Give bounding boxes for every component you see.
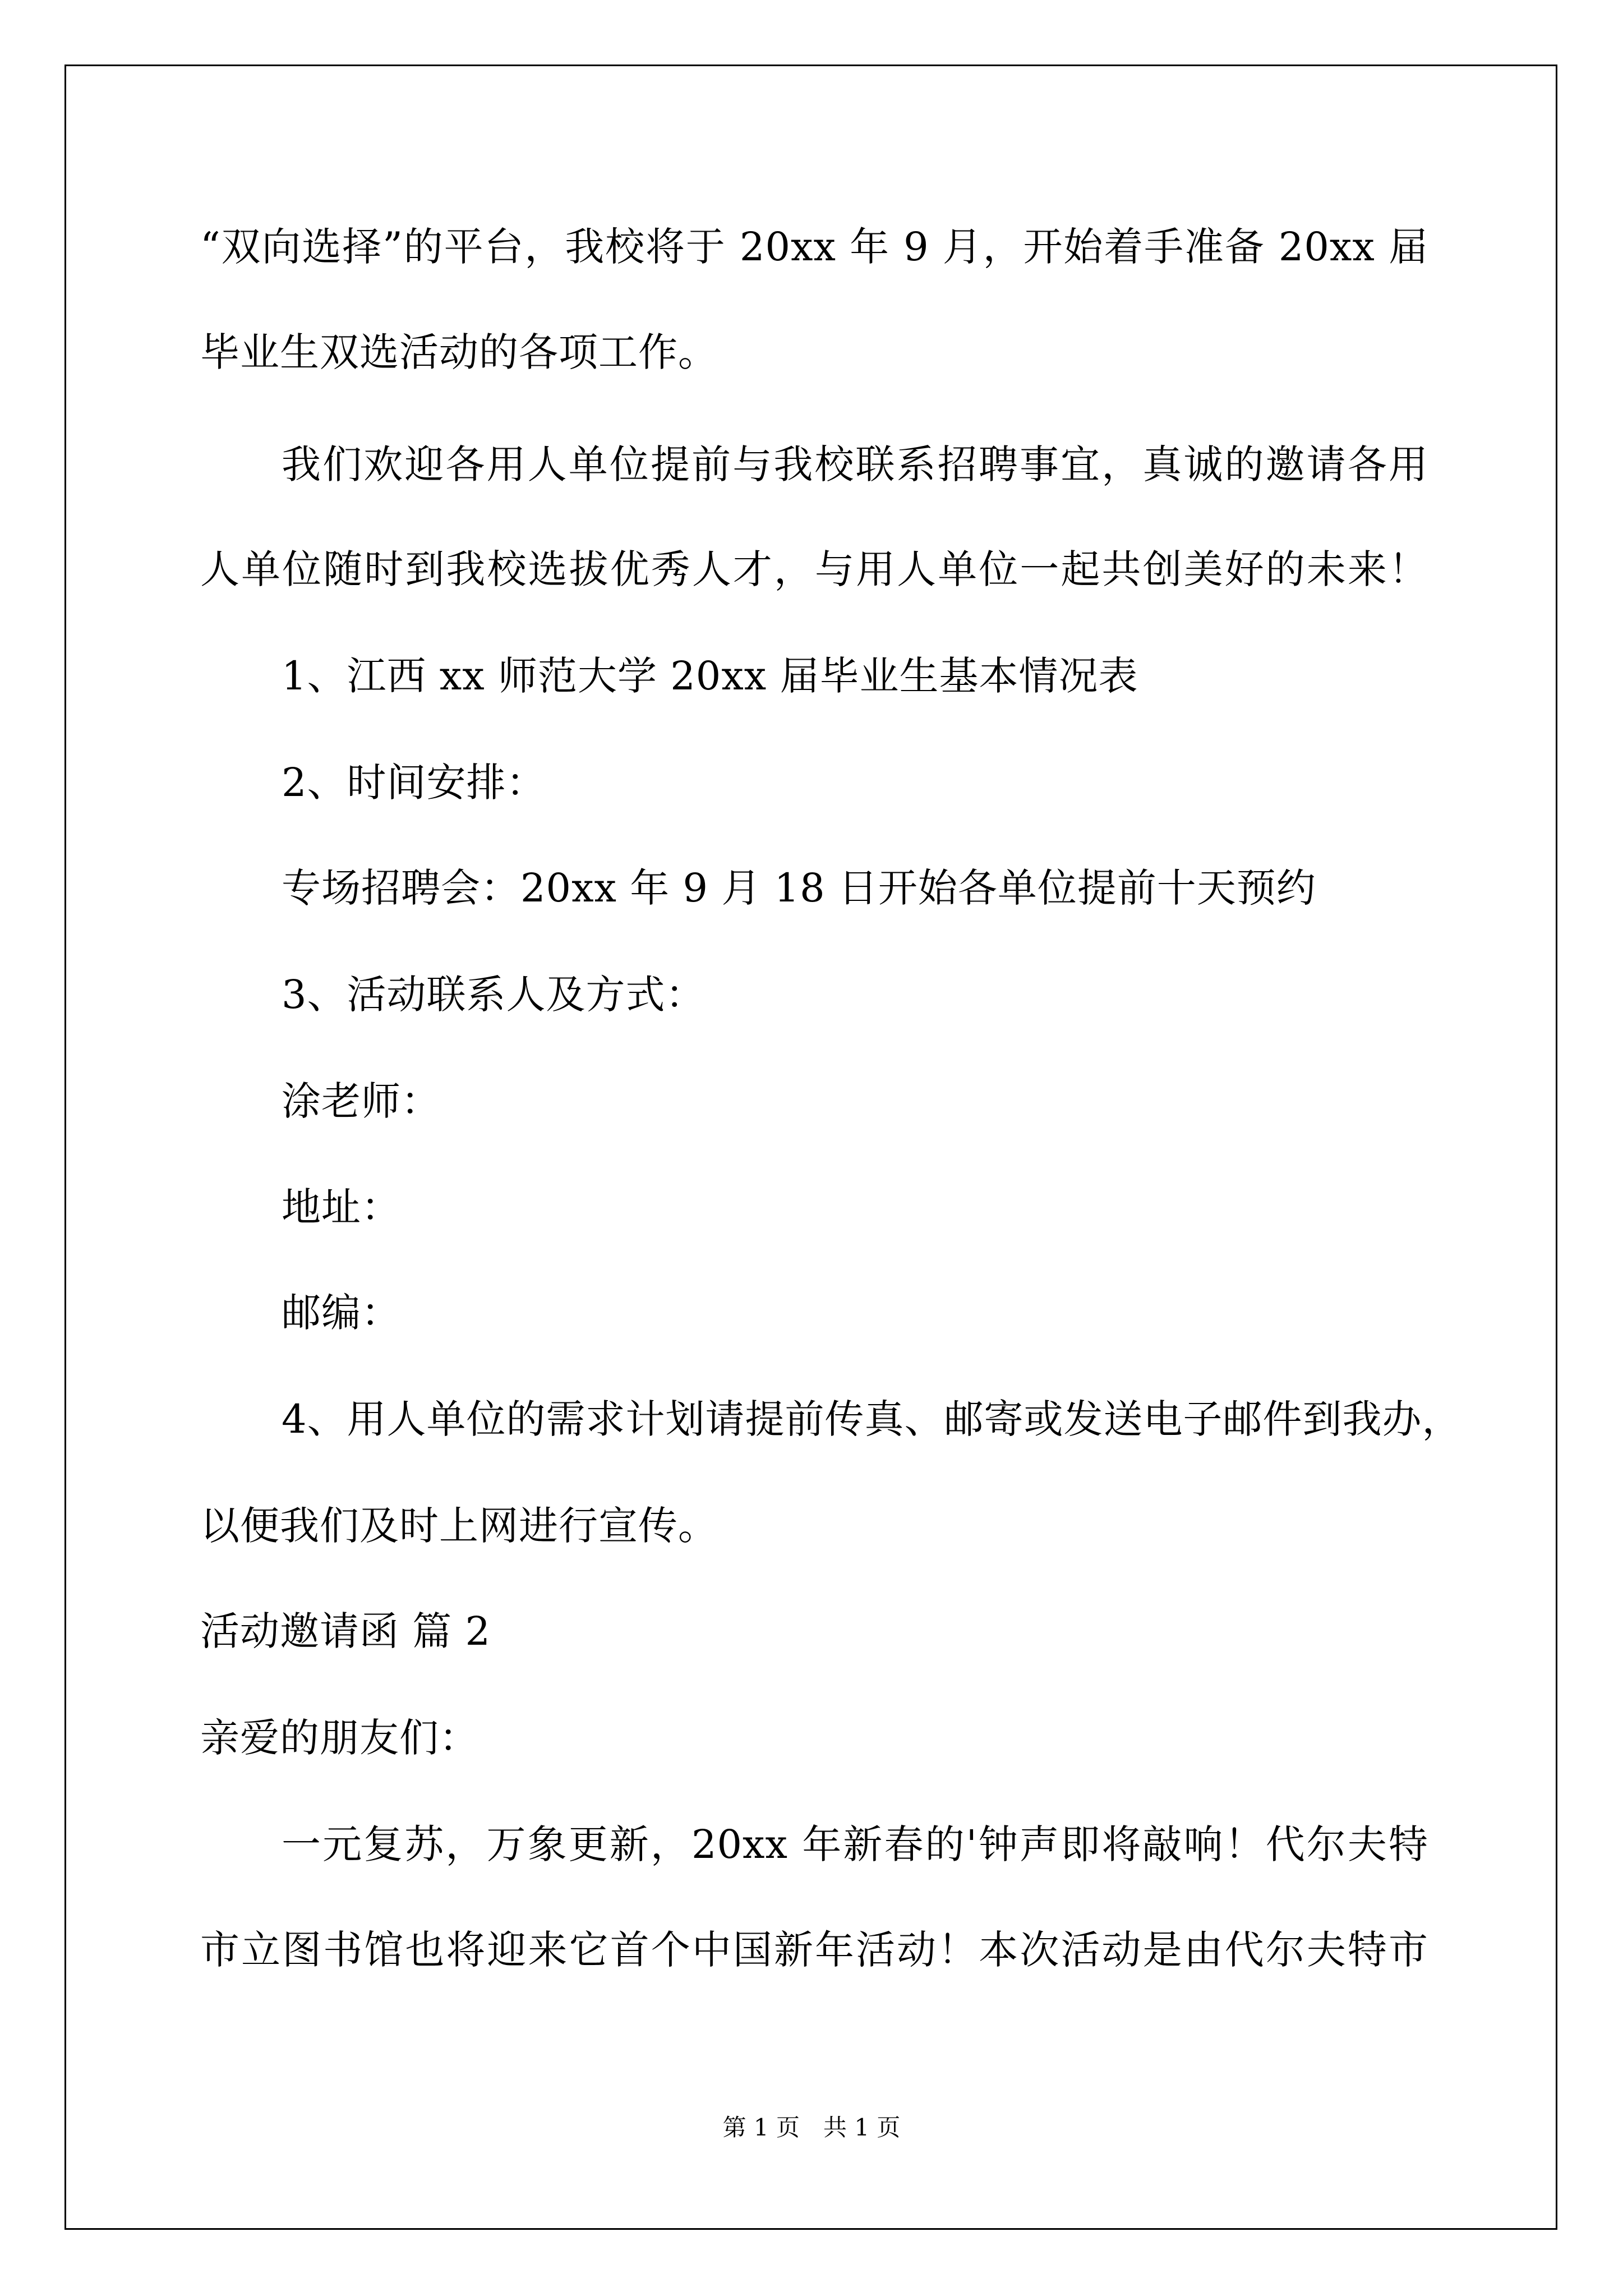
greeting: 亲爱的朋友们： — [200, 1715, 479, 1761]
paragraph-line: 毕业生双选活动的各项工作。 — [200, 329, 718, 375]
list-item-3: 3、活动联系人及方式： — [282, 972, 706, 1018]
page-number-footer: 第 1 页 共 1 页 — [722, 2114, 901, 2141]
paragraph-line: 人单位随时到我校选拔优秀人才，与用人单位一起共创美好的未来！ — [200, 546, 1428, 592]
list-item-2: 2、时间安排： — [282, 760, 546, 806]
contact-address: 地址： — [282, 1184, 401, 1230]
section-heading: 活动邀请函 篇 2 — [200, 1608, 491, 1654]
page-border — [64, 65, 1557, 2230]
contact-teacher: 涂老师： — [282, 1078, 441, 1124]
paragraph-line: “双向选择”的平台，我校将于 20xx 年 9 月，开始着手准备 20xx 届 — [200, 224, 1428, 270]
paragraph-line: 一元复苏，万象更新，20xx 年新春的'钟声即将敲响！代尔夫特 — [282, 1821, 1428, 1867]
paragraph-line: 以便我们及时上网进行宣传。 — [200, 1503, 718, 1549]
list-item-1: 1、江西 xx 师范大学 20xx 届毕业生基本情况表 — [282, 653, 1138, 699]
schedule-line: 专场招聘会：20xx 年 9 月 18 日开始各单位提前十天预约 — [282, 865, 1316, 911]
contact-postcode: 邮编： — [282, 1290, 401, 1336]
paragraph-line: 市立图书馆也将迎来它首个中国新年活动！本次活动是由代尔夫特市 — [200, 1927, 1428, 1973]
paragraph-line: 我们欢迎各用人单位提前与我校联系招聘事宜，真诚的邀请各用 — [282, 441, 1428, 487]
list-item-4: 4、用人单位的需求计划请提前传真、邮寄或发送电子邮件到我办， — [282, 1396, 1462, 1442]
